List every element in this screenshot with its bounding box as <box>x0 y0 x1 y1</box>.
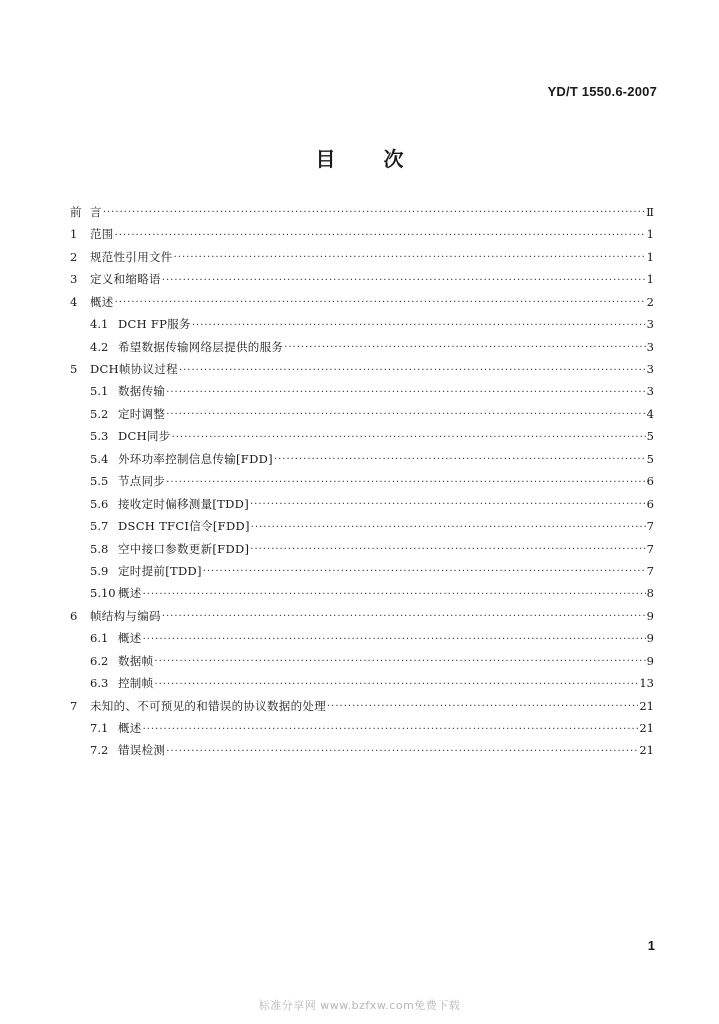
toc-dot-leader <box>115 226 646 246</box>
toc-entry-page: 7 <box>646 541 654 556</box>
toc-entry[interactable] <box>70 313 654 335</box>
toc-entry[interactable] <box>70 425 654 447</box>
toc-entry-number: 6.3 <box>90 676 109 691</box>
page-title <box>0 143 719 172</box>
toc-dot-leader <box>143 585 646 605</box>
toc-entry-label: 概述 <box>118 631 142 646</box>
toc-dot-leader <box>284 338 645 358</box>
toc-entry-label: 定义和缩略语 <box>90 272 161 287</box>
toc-entry-number: 4.2 <box>90 339 109 354</box>
toc-entry-number: 5.2 <box>90 406 109 421</box>
toc-entry-number: 4 <box>70 294 78 309</box>
toc-entry-label: 控制帧 <box>118 676 154 691</box>
toc-dot-leader <box>154 652 645 672</box>
toc-dot-leader <box>174 248 646 268</box>
toc-dot-leader <box>166 473 645 493</box>
toc-entry-label: 外环功率控制信息传输[FDD] <box>118 451 273 466</box>
toc-entry-page: 4 <box>646 406 654 421</box>
toc-entry-page: 3 <box>646 317 654 332</box>
toc-entry-label: 言 <box>90 204 102 219</box>
toc-entry-label: 定时提前[TDD] <box>118 563 202 578</box>
toc-entry-label: 定时调整 <box>118 406 166 421</box>
toc-entry-number: 5 <box>70 362 78 377</box>
toc-entry-number: 7 <box>70 698 78 713</box>
toc-entry-page: 3 <box>646 362 654 377</box>
toc-dot-leader <box>192 316 646 336</box>
toc-dot-leader <box>143 630 646 650</box>
toc-entry[interactable] <box>70 493 654 515</box>
toc-entry-page: 21 <box>639 743 654 758</box>
toc-entry[interactable] <box>70 695 654 717</box>
toc-entry-page: 3 <box>646 384 654 399</box>
toc-entry-page: 5 <box>646 451 654 466</box>
toc-entry-page: 7 <box>646 563 654 578</box>
toc-dot-leader <box>172 428 646 448</box>
toc-entry[interactable] <box>70 336 654 358</box>
toc-entry-label: 希望数据传输网络层提供的服务 <box>118 339 284 354</box>
toc-entry[interactable] <box>70 627 654 649</box>
toc-entry-label: 未知的、不可预见的和错误的协议数据的处理 <box>90 698 326 713</box>
toc-entry-page: 9 <box>646 653 654 668</box>
toc-entry-number: 5.9 <box>90 563 109 578</box>
toc-dot-leader <box>327 697 638 717</box>
toc-entry-number: 5.4 <box>90 451 109 466</box>
toc-entry-number: 1 <box>70 227 78 242</box>
toc-entry-page: 21 <box>639 721 654 736</box>
toc-entry-label: 帧结构与编码 <box>90 608 161 623</box>
toc-dot-leader <box>203 562 646 582</box>
title-char-1: 目 <box>315 147 336 171</box>
toc-entry-number: 2 <box>70 249 78 264</box>
toc-entry-page: 2 <box>646 294 654 309</box>
toc-entry-page: 8 <box>646 586 654 601</box>
toc-entry-label: 接收定时偏移测量[TDD] <box>118 496 249 511</box>
toc-dot-leader <box>143 720 639 740</box>
toc-entry-page: 5 <box>646 429 654 444</box>
toc-entry-label: 错误检测 <box>118 743 166 758</box>
toc-entry-number: 3 <box>70 272 78 287</box>
toc-entry-number: 5.3 <box>90 429 109 444</box>
toc-dot-leader <box>103 203 645 223</box>
toc-dot-leader <box>251 518 646 538</box>
toc-entry[interactable] <box>70 268 654 290</box>
toc-entry[interactable] <box>70 650 654 672</box>
toc-dot-leader <box>115 293 646 313</box>
toc-entry[interactable] <box>70 291 654 313</box>
toc-entry[interactable] <box>70 605 654 627</box>
title-char-2: 次 <box>383 147 404 171</box>
toc-dot-leader <box>162 271 646 291</box>
toc-entry-label: 概述 <box>118 721 142 736</box>
toc-entry-number: 5.1 <box>90 384 109 399</box>
toc-entry[interactable] <box>70 201 654 223</box>
toc-entry[interactable] <box>70 223 654 245</box>
toc-entry-number: 7.2 <box>90 743 109 758</box>
toc-entry[interactable] <box>70 582 654 604</box>
toc-entry-label: DSCH TFCI信令[FDD] <box>118 519 250 534</box>
toc-entry-number: 5.5 <box>90 474 109 489</box>
toc-entry-label: 数据帧 <box>118 653 154 668</box>
toc-entry-label: 范围 <box>90 227 114 242</box>
toc-entry-label: 概述 <box>90 294 114 309</box>
toc-entry[interactable] <box>70 717 654 739</box>
toc-entry-label: DCH帧协议过程 <box>90 362 178 377</box>
table-of-contents <box>70 201 654 762</box>
toc-entry-label: 节点同步 <box>118 474 166 489</box>
toc-dot-leader <box>250 540 645 560</box>
watermark: 标准分享网 www.bzfxw.com免费下载 <box>258 999 461 1012</box>
toc-entry-label: 规范性引用文件 <box>90 249 173 264</box>
toc-entry[interactable] <box>70 740 654 762</box>
toc-entry-page: 9 <box>646 631 654 646</box>
toc-entry-number: 6.1 <box>90 631 109 646</box>
toc-entry-label: DCH FP服务 <box>118 317 191 332</box>
toc-entry-number: 5.8 <box>90 541 109 556</box>
toc-entry[interactable] <box>70 560 654 582</box>
toc-entry[interactable] <box>70 381 654 403</box>
toc-entry-number: 5.6 <box>90 496 109 511</box>
toc-entry-number: 6.2 <box>90 653 109 668</box>
toc-entry-number: 6 <box>70 608 78 623</box>
toc-entry[interactable] <box>70 448 654 470</box>
toc-entry-label: DCH同步 <box>118 429 171 444</box>
toc-entry[interactable] <box>70 672 654 694</box>
toc-entry-label: 概述 <box>118 586 142 601</box>
toc-entry-page: Ⅱ <box>646 204 654 219</box>
toc-entry[interactable] <box>70 470 654 492</box>
toc-dot-leader <box>166 405 645 425</box>
toc-entry-number: 4.1 <box>90 317 109 332</box>
toc-entry-page: 1 <box>646 249 654 264</box>
page-number: 1 <box>647 938 655 953</box>
toc-entry-label: 数据传输 <box>118 384 166 399</box>
toc-entry-page: 13 <box>639 676 654 691</box>
toc-entry[interactable] <box>70 246 654 268</box>
toc-entry[interactable] <box>70 358 654 380</box>
toc-entry[interactable] <box>70 403 654 425</box>
toc-entry-page: 21 <box>639 698 654 713</box>
toc-entry-page: 7 <box>646 519 654 534</box>
toc-entry-label: 空中接口参数更新[FDD] <box>118 541 250 556</box>
toc-entry-number: 5.7 <box>90 519 109 534</box>
toc-dot-leader <box>274 450 646 470</box>
toc-dot-leader <box>250 495 646 515</box>
toc-entry-page: 1 <box>646 272 654 287</box>
toc-entry[interactable] <box>70 538 654 560</box>
toc-entry-page: 9 <box>646 608 654 623</box>
toc-entry-number: 7.1 <box>90 721 109 736</box>
toc-entry-number: 前 <box>70 204 82 219</box>
toc-dot-leader <box>166 383 645 403</box>
toc-entry-number: 5.10 <box>90 586 116 601</box>
toc-entry-page: 6 <box>646 474 654 489</box>
toc-dot-leader <box>166 742 638 762</box>
toc-dot-leader <box>179 361 646 381</box>
toc-entry-page: 6 <box>646 496 654 511</box>
toc-entry-page: 3 <box>646 339 654 354</box>
toc-dot-leader <box>162 607 646 627</box>
toc-dot-leader <box>154 675 638 695</box>
toc-entry[interactable] <box>70 515 654 537</box>
toc-entry-page: 1 <box>646 227 654 242</box>
document-code: YD/T 1550.6-2007 <box>547 84 657 99</box>
